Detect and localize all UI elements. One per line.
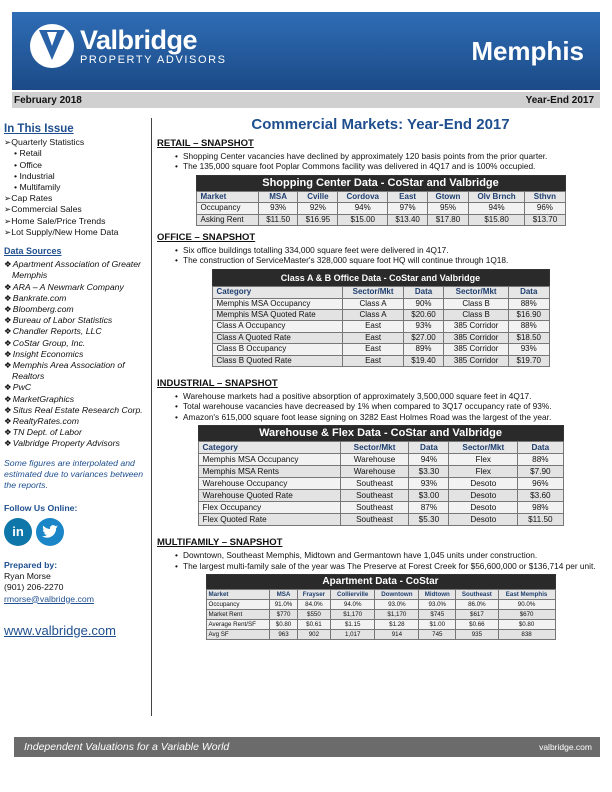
issue-date: February 2018 (14, 94, 82, 106)
table-cell: Asking Rent (196, 214, 258, 225)
table-cell: Desoto (449, 478, 518, 490)
column-header: Gtown (428, 191, 469, 203)
table-cell: $3.30 (409, 466, 449, 478)
table-cell: 935 (456, 630, 499, 640)
source-item: ❖ Valbridge Property Advisors (4, 438, 150, 449)
table-cell: $0.80 (270, 620, 297, 630)
office-heading: OFFICE – SNAPSHOT (157, 232, 256, 244)
bullet-item: • Warehouse markets had a positive absorption of approximately 3,500,000 square feet in 4Q17. (175, 391, 604, 402)
source-item: ❖ MarketGraphics (4, 394, 150, 405)
toc-item[interactable]: • Multifamily (4, 182, 150, 193)
interpolation-note: Some figures are interpolated and estimated due to variances between the reports. (4, 457, 144, 490)
office-bullets (175, 245, 604, 266)
table-row (196, 214, 565, 225)
table-cell: 95% (428, 203, 469, 214)
bullet-item: • Six office buildings totalling 334,000 square feet were delivered in 4Q17. (175, 245, 604, 256)
table-cell: Southeast (340, 502, 409, 514)
table-cell: $1.00 (419, 620, 456, 630)
table-cell: Warehouse Occupancy (198, 478, 340, 490)
table-cell: $670 (498, 610, 555, 620)
table-cell: Market Rent (206, 610, 270, 620)
table-cell: East (343, 355, 403, 366)
apartment-table (206, 574, 556, 640)
column-header: MSA (258, 191, 297, 203)
table-cell: 87% (409, 502, 449, 514)
column-header: Data (508, 286, 549, 298)
table-row (212, 355, 549, 366)
bullet-item: • The largest multi-family sale of the year was The Preserve at Forest Creek for $56,600,000 or $136,714 per unit. (175, 561, 604, 572)
toc-item[interactable]: ➢ Cap Rates (4, 193, 150, 204)
bullet-item: • Amazon's 615,000 square foot lease signing on 3282 East Holmes Road was the largest of the year. (175, 412, 604, 423)
preparer-phone: (901) 206-2270 (4, 582, 64, 593)
source-item: ❖ TN Dept. of Labor (4, 427, 150, 438)
page-title: Commercial Markets: Year-End 2017 (251, 116, 510, 133)
source-item: ❖ Memphis Area Association of Realtors (4, 360, 150, 382)
table-cell: Average Rent/SF (206, 620, 270, 630)
table-title: Apartment Data - CoStar (206, 574, 556, 589)
footer-url-link[interactable]: valbridge.com (539, 742, 592, 752)
header-banner (12, 12, 600, 90)
column-header: Southeast (456, 590, 499, 600)
footer-bar (14, 737, 600, 757)
column-header: Data (409, 442, 449, 454)
website-link[interactable]: www.valbridge.com (4, 622, 116, 638)
table-cell: 92% (298, 203, 338, 214)
column-header: Market (206, 590, 270, 600)
table-cell: $19.40 (403, 355, 444, 366)
main-content (157, 116, 604, 640)
bullet-item: • Shopping Center vacancies have declined by approximately 120 basis points from the prior quarter. (175, 151, 604, 162)
table-cell: $13.40 (388, 214, 428, 225)
bullet-item: • The 135,000 square foot Poplar Commons facility was delivered in 4Q17 and is 100% occupied. (175, 161, 604, 172)
prepared-by-label: Prepared by: (4, 559, 58, 570)
table-cell: Flex (449, 454, 518, 466)
brand-logo[interactable] (30, 24, 227, 68)
table-row (198, 478, 563, 490)
table-cell: 94.0% (331, 600, 375, 610)
table-cell: $16.90 (508, 309, 549, 320)
table-cell: 385 Corridor (444, 332, 509, 343)
table-cell: $0.66 (456, 620, 499, 630)
toc-item[interactable]: ➢ Quarterly Statistics (4, 137, 150, 148)
column-header: Data (403, 286, 444, 298)
table-cell: $13.70 (525, 214, 565, 225)
table-of-contents (4, 137, 150, 238)
table-cell: 93.0% (375, 600, 419, 610)
table-title: Class A & B Office Data - CoStar and Valbridge (212, 269, 550, 286)
twitter-icon[interactable] (36, 518, 64, 546)
table-cell: 89% (403, 344, 444, 355)
table-cell: $17.80 (428, 214, 469, 225)
table-cell: $745 (419, 610, 456, 620)
table-cell: $11.50 (518, 514, 563, 526)
table-cell: Class B (444, 298, 509, 309)
table-cell: $1.28 (375, 620, 419, 630)
table-row (206, 620, 555, 630)
preparer-name: Ryan Morse (4, 571, 51, 582)
follow-us-label: Follow Us Online: (4, 502, 78, 513)
column-header: East Memphis (498, 590, 555, 600)
table-cell: 385 Corridor (444, 321, 509, 332)
shopping-center-table (196, 175, 566, 226)
table-row (198, 466, 563, 478)
table-cell: $0.61 (297, 620, 330, 630)
table-cell: Desoto (449, 490, 518, 502)
table-cell: $7.90 (518, 466, 563, 478)
brand-name: Valbridge (80, 25, 198, 55)
table-cell: $3.60 (518, 490, 563, 502)
table-cell: Southeast (340, 514, 409, 526)
table-cell: Class A (343, 309, 403, 320)
table-cell: 91.0% (270, 600, 297, 610)
table-cell: $18.50 (508, 332, 549, 343)
table-cell: Memphis MSA Occupancy (198, 454, 340, 466)
column-header: Midtown (419, 590, 456, 600)
table-cell: 94% (338, 203, 388, 214)
table-cell: Memphis MSA Occupancy (212, 298, 343, 309)
column-divider (151, 118, 152, 716)
toc-item[interactable]: ➢ Commercial Sales (4, 204, 150, 215)
table-cell: 1,017 (331, 630, 375, 640)
table-cell: Occupancy (206, 600, 270, 610)
column-header: Downtown (375, 590, 419, 600)
sidebar (4, 124, 150, 636)
table-cell: $19.70 (508, 355, 549, 366)
column-header: Market (196, 191, 258, 203)
table-cell: 94% (468, 203, 525, 214)
column-header: Sector/Mkt (343, 286, 403, 298)
toc-item[interactable]: • Industrial (4, 171, 150, 182)
table-cell: $617 (456, 610, 499, 620)
warehouse-flex-table (198, 425, 564, 526)
table-cell: $16.95 (298, 214, 338, 225)
table-cell: 98% (518, 502, 563, 514)
office-table (212, 269, 550, 367)
table-cell: Warehouse (340, 454, 409, 466)
bullet-item: • The construction of ServiceMaster's 328,000 square foot HQ will continue through 1Q18. (175, 255, 604, 266)
table-cell: 385 Corridor (444, 344, 509, 355)
table-row (212, 332, 549, 343)
valbridge-logo-icon (30, 24, 74, 68)
multifamily-heading: MULTIFAMILY – SNAPSHOT (157, 537, 283, 549)
table-cell: $20.60 (403, 309, 444, 320)
table-cell: Class B Quoted Rate (212, 355, 343, 366)
table-row (196, 203, 565, 214)
table-cell: Class A (343, 298, 403, 309)
linkedin-icon[interactable]: in (4, 518, 32, 546)
city-title: Memphis (471, 36, 584, 66)
column-header: MSA (270, 590, 297, 600)
date-bar (12, 92, 600, 108)
table-row (206, 610, 555, 620)
table-cell: $770 (270, 610, 297, 620)
table-row (206, 630, 555, 640)
retail-heading: RETAIL – SNAPSHOT (157, 138, 254, 149)
table-row (198, 502, 563, 514)
table-cell: Class A Occupancy (212, 321, 343, 332)
column-header: Sector/Mkt (340, 442, 409, 454)
toc-item[interactable]: • Office (4, 160, 150, 171)
table-cell: Warehouse (340, 466, 409, 478)
table-cell: 385 Corridor (444, 355, 509, 366)
table-cell: Warehouse Quoted Rate (198, 490, 340, 502)
source-item: ❖ Insight Economics (4, 349, 150, 360)
table-cell: 94% (409, 454, 449, 466)
table-row (198, 514, 563, 526)
footer-tagline: Independent Valuations for a Variable World (24, 741, 230, 753)
retail-bullets (175, 151, 604, 172)
table-row (212, 344, 549, 355)
column-header: Sthvn (525, 191, 565, 203)
table-cell: $5.30 (409, 514, 449, 526)
column-header: Cville (298, 191, 338, 203)
issue-period: Year-End 2017 (525, 94, 594, 106)
table-row (206, 600, 555, 610)
in-this-issue-heading: In This Issue (4, 123, 74, 135)
table-row (212, 321, 549, 332)
table-cell: $1,170 (331, 610, 375, 620)
source-item: ❖ RealtyRates.com (4, 416, 150, 427)
source-item: ❖ Bureau of Labor Statistics (4, 315, 150, 326)
table-cell: Flex Quoted Rate (198, 514, 340, 526)
industrial-bullets (175, 391, 604, 423)
source-item: ❖ Situs Real Estate Research Corp. (4, 405, 150, 416)
table-cell: Desoto (449, 514, 518, 526)
table-cell: 96% (518, 478, 563, 490)
table-cell: 90% (403, 298, 444, 309)
column-header: Sector/Mkt (444, 286, 509, 298)
table-cell: Class B (444, 309, 509, 320)
table-cell: 914 (375, 630, 419, 640)
source-item: ❖ Bloomberg.com (4, 304, 150, 315)
table-cell: 96% (525, 203, 565, 214)
table-cell: Class B Occupancy (212, 344, 343, 355)
table-cell: 963 (270, 630, 297, 640)
table-cell: Memphis MSA Quoted Rate (212, 309, 343, 320)
table-cell: Desoto (449, 502, 518, 514)
social-links (4, 518, 150, 546)
table-row (198, 454, 563, 466)
table-cell: $1,170 (375, 610, 419, 620)
table-cell: 90.0% (498, 600, 555, 610)
table-title: Warehouse & Flex Data - CoStar and Valbridge (198, 425, 564, 441)
table-cell: Southeast (340, 490, 409, 502)
table-cell: 93% (508, 344, 549, 355)
column-header: Collierville (331, 590, 375, 600)
column-header: Frayser (297, 590, 330, 600)
table-cell: 84.0% (297, 600, 330, 610)
table-cell: $0.80 (498, 620, 555, 630)
source-item: ❖ PwC (4, 382, 150, 393)
column-header: Olv Brnch (468, 191, 525, 203)
table-cell: $27.00 (403, 332, 444, 343)
table-cell: 97% (388, 203, 428, 214)
table-cell: $550 (297, 610, 330, 620)
table-cell: 745 (419, 630, 456, 640)
table-cell: 902 (297, 630, 330, 640)
table-cell: $3.00 (409, 490, 449, 502)
table-cell: Southeast (340, 478, 409, 490)
table-cell: Flex Occupancy (198, 502, 340, 514)
table-cell: Flex (449, 466, 518, 478)
table-cell: East (343, 332, 403, 343)
table-cell: 86.0% (456, 600, 499, 610)
table-cell: 88% (508, 298, 549, 309)
column-header: Category (198, 442, 340, 454)
table-cell: Occupancy (196, 203, 258, 214)
table-cell: $15.80 (468, 214, 525, 225)
table-row (212, 298, 549, 309)
industrial-heading: INDUSTRIAL – SNAPSHOT (157, 378, 278, 389)
table-cell: Memphis MSA Rents (198, 466, 340, 478)
table-cell: 93% (409, 478, 449, 490)
table-cell: 93.0% (419, 600, 456, 610)
table-cell: 93% (403, 321, 444, 332)
table-cell: East (343, 344, 403, 355)
toc-item[interactable]: ➢ Lot Supply/New Home Data (4, 227, 150, 238)
multifamily-bullets (175, 550, 604, 571)
bullet-item: • Downtown, Southeast Memphis, Midtown and Germantown have 1,045 units under construction. (175, 550, 604, 561)
table-cell: East (343, 321, 403, 332)
source-item: ❖ Chandler Reports, LLC (4, 326, 150, 337)
table-title: Shopping Center Data - CoStar and Valbridge (196, 175, 566, 191)
preparer-email-link[interactable]: rmorse@valbridge.com (4, 593, 94, 604)
toc-item[interactable]: • Retail (4, 148, 150, 159)
table-cell: $1.15 (331, 620, 375, 630)
source-item: ❖ Bankrate.com (4, 293, 150, 304)
table-cell: $11.50 (258, 214, 297, 225)
table-cell: Class A Quoted Rate (212, 332, 343, 343)
column-header: Sector/Mkt (449, 442, 518, 454)
table-cell: $15.00 (338, 214, 388, 225)
table-cell: 88% (518, 454, 563, 466)
column-header: East (388, 191, 428, 203)
table-row (212, 309, 549, 320)
column-header: Category (212, 286, 343, 298)
table-row (198, 490, 563, 502)
table-cell: 93% (258, 203, 297, 214)
table-cell: Avg SF (206, 630, 270, 640)
column-header: Cordova (338, 191, 388, 203)
column-header: Data (518, 442, 563, 454)
source-item: ❖ CoStar Group, Inc. (4, 338, 150, 349)
data-sources-heading: Data Sources (4, 246, 62, 257)
brand-subtitle: PROPERTY ADVISORS (80, 54, 227, 66)
bullet-item: • Total warehouse vacancies have decreased by 1% when compared to 3Q17 occupancy rate of 93%. (175, 401, 604, 412)
source-item: ❖ ARA – A Newmark Company (4, 282, 150, 293)
data-sources-list (4, 259, 150, 449)
toc-item[interactable]: ➢ Home Sale/Price Trends (4, 216, 150, 227)
table-cell: 88% (508, 321, 549, 332)
table-cell: 838 (498, 630, 555, 640)
source-item: ❖ Apartment Association of Greater Memphis (4, 259, 150, 281)
